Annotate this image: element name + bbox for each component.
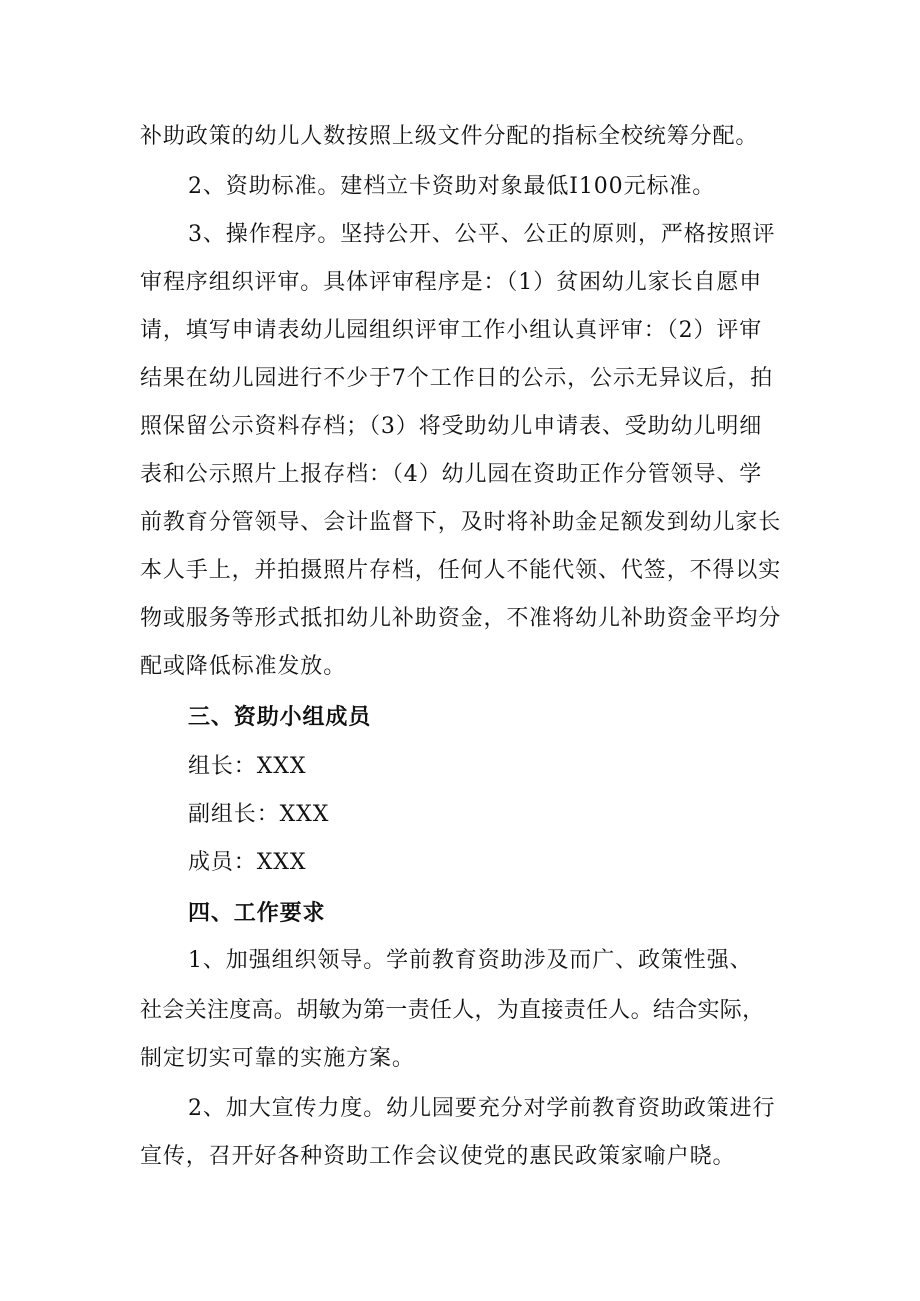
paragraph-line: 请，填写申请表幼儿园组织评审工作小组认真评审：（2）评审 xyxy=(140,318,763,343)
paragraph-line: 前教育分管领导、会计监督下，及时将补助金足额发到幼儿家长 xyxy=(140,510,782,535)
requirement-1-line: 1、加强组织领导。学前教育资助涉及而广、政策性强、 xyxy=(188,948,753,973)
leader-line: 组长：XXX xyxy=(188,754,307,779)
procedure-line: 3、操作程序。坚持公开、公平、公正的原则，严格按照评 xyxy=(188,222,776,247)
section-3-heading: 三、资助小组成员 xyxy=(188,704,372,730)
subsidy-standard-line: 2、资助标准。建档立卡资助对象最低I100元标准。 xyxy=(188,174,716,199)
requirement-2-line: 宣传，召开好各种资助工作会议使党的惠民政策家喻户晓。 xyxy=(140,1144,736,1169)
paragraph-line: 结果在幼儿园进行不少于7个工作日的公示，公示无异议后，拍 xyxy=(140,366,774,391)
requirement-1-line: 社会关注度高。胡敏为第一责任人，为直接责任人。结合实际， xyxy=(140,998,765,1023)
requirement-1-line: 制定切实可靠的实施方案。 xyxy=(140,1046,415,1071)
paragraph-line: 审程序组织评审。具体评审程序是：（1）贫困幼儿家长自愿申 xyxy=(140,270,763,295)
members-line: 成员：XXX xyxy=(188,850,307,875)
paragraph-line: 物或服务等形式抵扣幼儿补助资金，不准将幼儿补助资金平均分 xyxy=(140,606,782,631)
paragraph-line: 补助政策的幼儿人数按照上级文件分配的指标全校统筹分配。 xyxy=(140,124,759,149)
section-4-heading: 四、工作要求 xyxy=(188,900,326,926)
paragraph-line: 本人手上，并拍摄照片存档，任何人不能代领、代签，不得以实 xyxy=(140,558,782,583)
paragraph-line: 配或降低标准发放。 xyxy=(140,654,347,679)
deputy-leader-line: 副组长：XXX xyxy=(188,802,330,827)
paragraph-line: 表和公示照片上报存档：（4）幼儿园在资助正作分管领导、学 xyxy=(140,462,763,487)
paragraph-line: 照保留公示资料存档；（3）将受助幼儿申请表、受助幼儿明细 xyxy=(140,414,763,439)
requirement-2-line: 2、加大宣传力度。幼儿园要充分对学前教育资助政策进行 xyxy=(188,1096,776,1121)
